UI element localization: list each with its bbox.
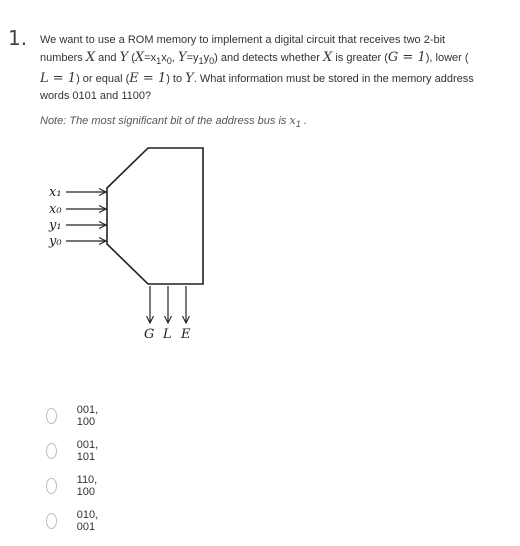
answer-option[interactable]: [46, 439, 103, 463]
radio-button[interactable]: [46, 443, 57, 459]
note-end: .: [300, 115, 307, 127]
answer-option[interactable]: [46, 404, 103, 428]
math-var-y: Y: [119, 50, 129, 65]
subscript: 1: [295, 119, 301, 130]
input-label-y1: y₁: [49, 218, 62, 233]
question-text-segment: ) or equal (: [76, 73, 130, 86]
radio-button[interactable]: [46, 408, 57, 424]
input-label-y0: y₀: [49, 234, 62, 249]
answer-option[interactable]: [46, 474, 103, 498]
math-var-x: X: [134, 50, 145, 65]
output-label-g: G: [144, 327, 155, 342]
math-var-y: Y: [177, 50, 187, 65]
math-var-x1: x: [289, 114, 296, 127]
math-e-equals-1: E = 1: [129, 71, 167, 87]
question-line-3: words 0101 and 1100?: [40, 90, 152, 103]
input-label-x1: x₁: [49, 185, 62, 200]
question-text-segment: x: [161, 52, 167, 64]
question-text-segment: ) to: [166, 73, 186, 86]
answer-option[interactable]: [46, 509, 103, 533]
math-var-y: Y: [185, 71, 194, 87]
option-label: 010, 001: [76, 509, 99, 533]
question-text-segment: ,: [171, 52, 178, 64]
question-text-segment: . What information must be stored in the memory address: [193, 73, 474, 86]
output-label-e: E: [181, 327, 191, 342]
math-var-x: X: [85, 50, 96, 65]
math-l-equals-1: L = 1: [40, 71, 77, 87]
subscript: 1: [198, 56, 204, 67]
question-text-segment: numbers: [40, 52, 86, 64]
math-g-equals-1: G = 1: [387, 50, 426, 65]
rom-block: [107, 148, 203, 284]
subscript: 1: [156, 56, 162, 67]
question-text-segment: is greater (: [332, 52, 388, 64]
question-line-1: We want to use a ROM memory to implement a digital circuit that receives two 2-bit: [40, 34, 446, 46]
radio-button[interactable]: [46, 478, 57, 494]
option-label: 001, 101: [76, 439, 99, 463]
radio-button[interactable]: [46, 513, 57, 529]
question-text-segment: ) and detects whether: [214, 52, 323, 64]
question-number: 1.: [8, 26, 28, 50]
option-label: 001, 100: [76, 404, 99, 428]
option-label: 110, 100: [76, 474, 98, 498]
math-var-x: X: [323, 50, 333, 65]
question-text-segment: (: [128, 52, 135, 64]
question-text-segment: ), lower (: [425, 52, 469, 64]
subscript: 0: [209, 56, 215, 67]
question-text-segment: =y: [186, 52, 199, 64]
output-label-l: L: [163, 327, 172, 342]
input-label-x0: x₀: [49, 202, 62, 217]
question-text-segment: =x: [144, 52, 157, 64]
question-text-segment: y: [203, 52, 210, 64]
question-text-segment: and: [95, 52, 120, 64]
note-label: Note: The most significant bit of the address bus is: [40, 115, 290, 127]
subscript: 0: [166, 56, 172, 67]
